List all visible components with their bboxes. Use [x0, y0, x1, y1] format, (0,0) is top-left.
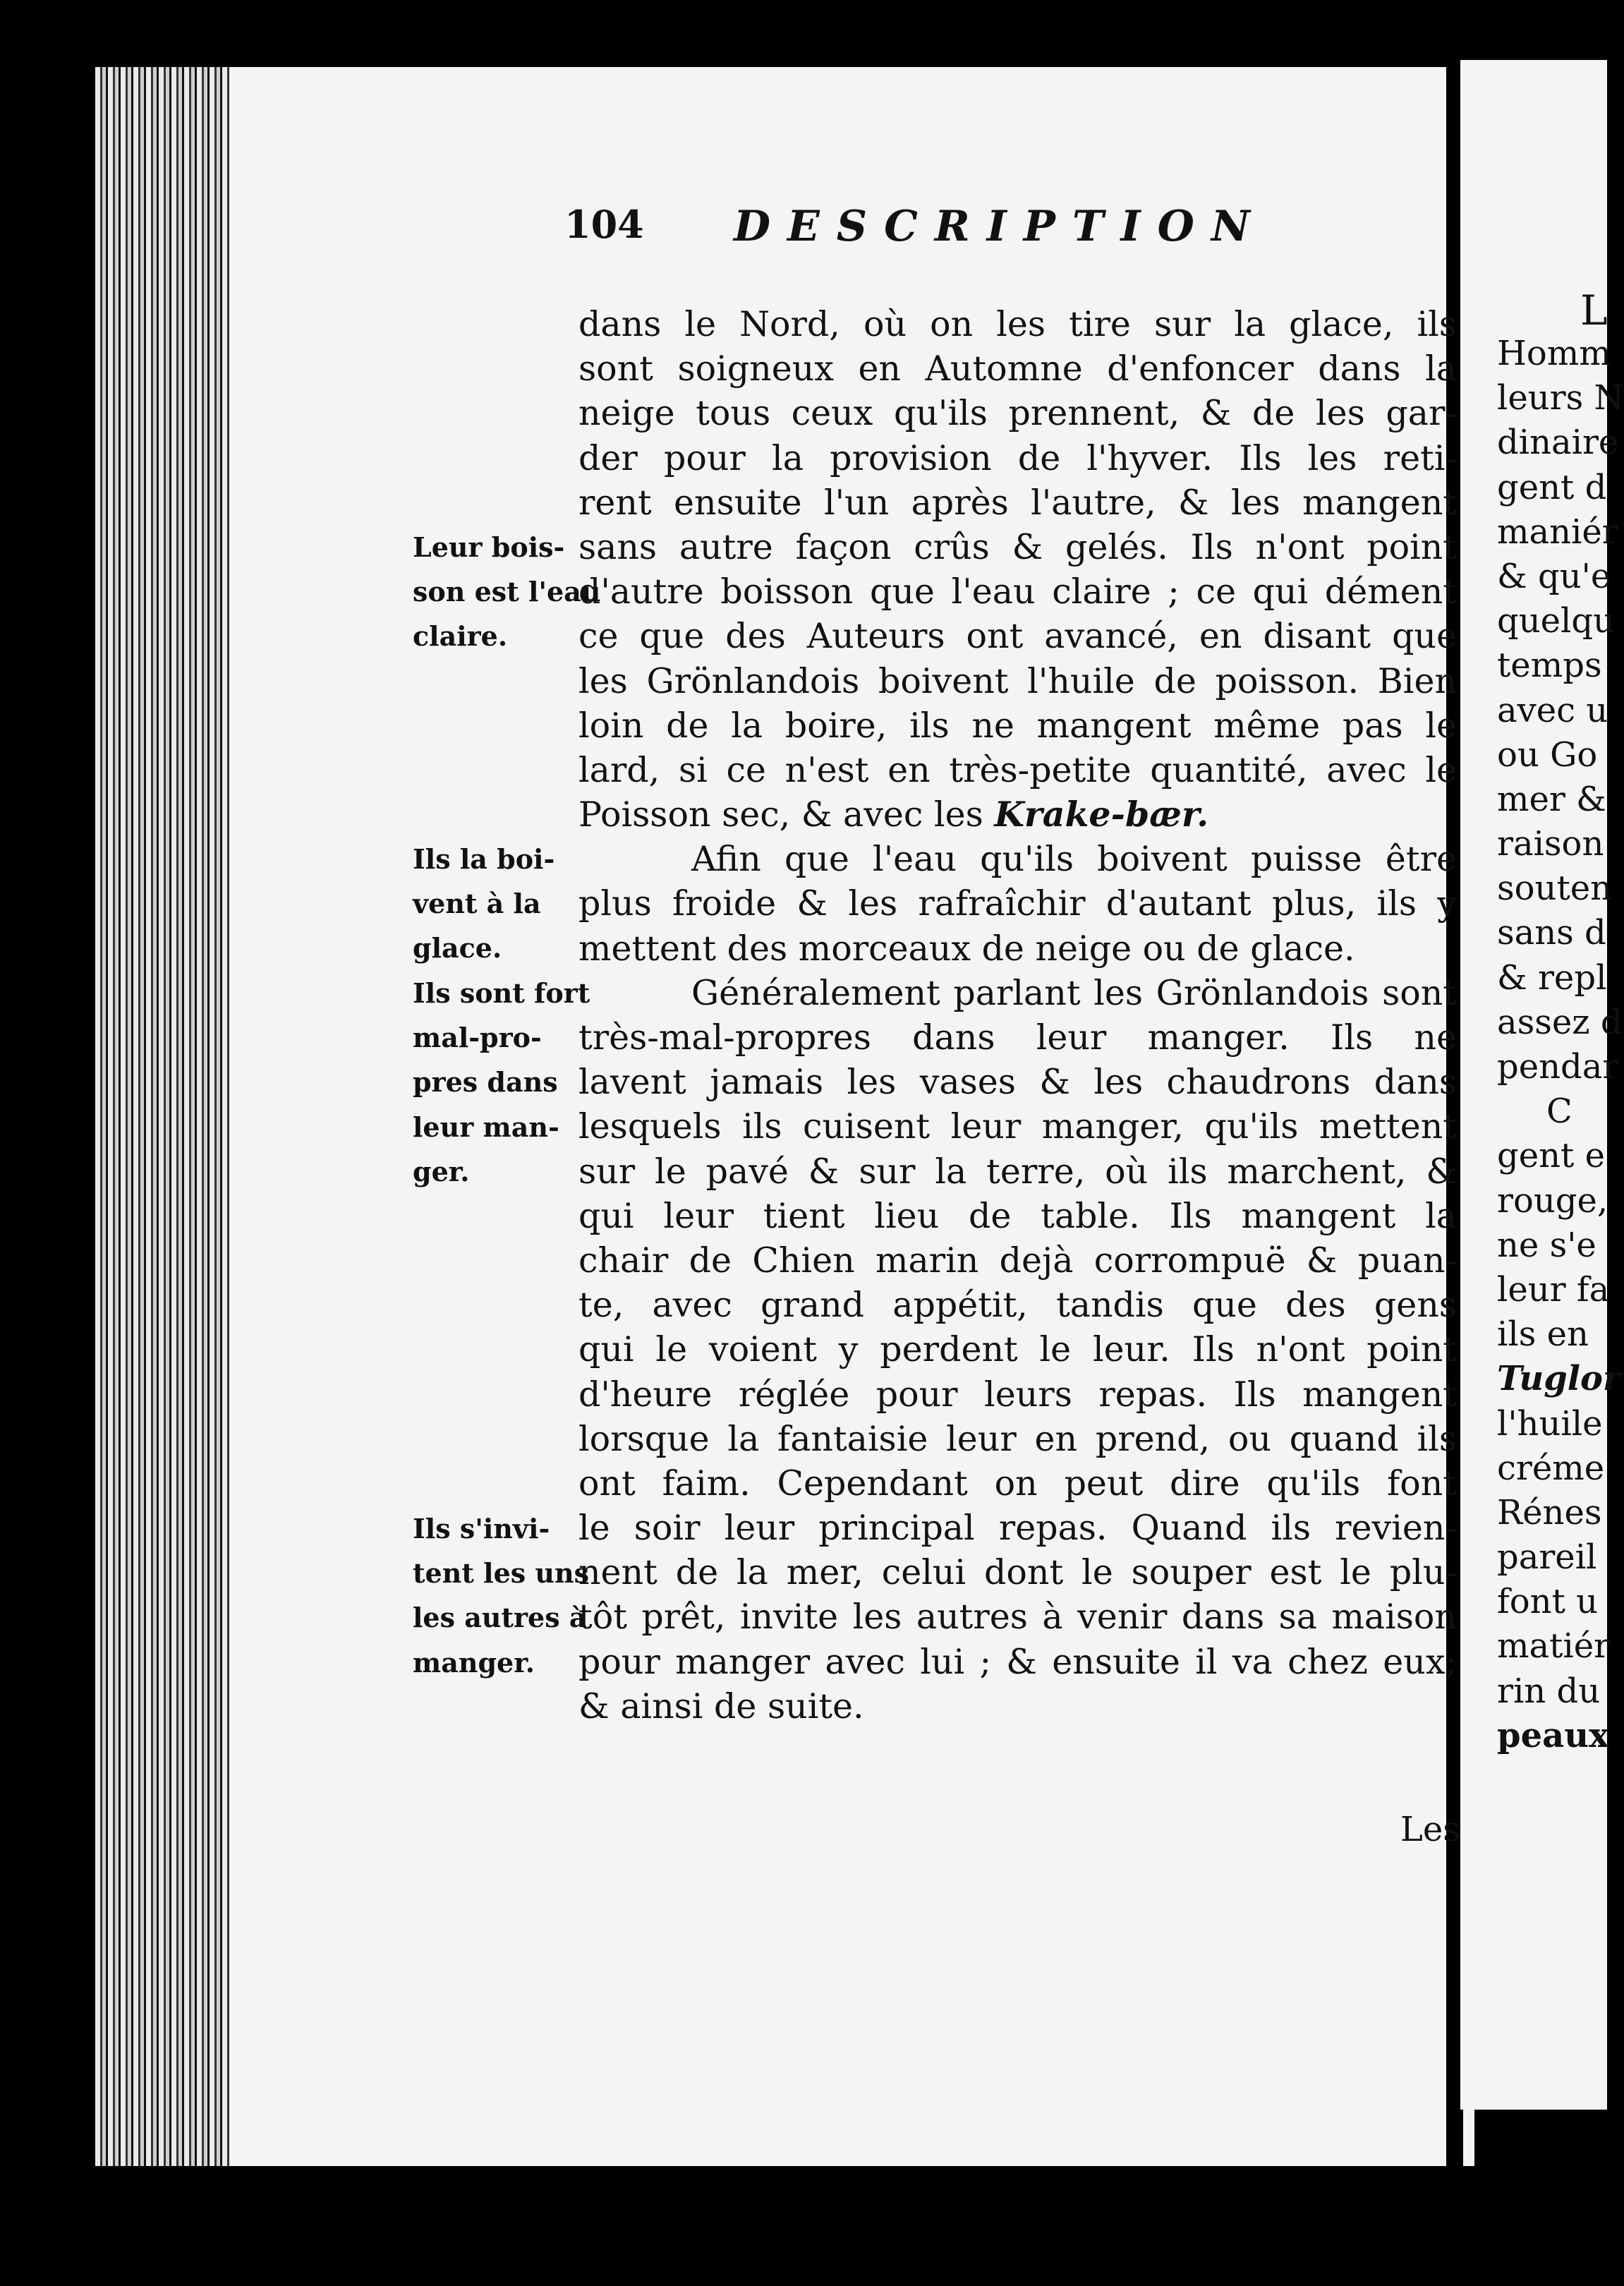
- paragraph-start: Afin que l'eau qu'ils boivent puisse être: [691, 839, 1457, 880]
- text-line: dans le Nord, où on les tire sur la glace, ils: [578, 304, 1457, 344]
- right-text-line: ou Go: [1497, 734, 1598, 775]
- text-line: neige tous ceux qu'ils prennent, & de les gar-: [578, 393, 1457, 434]
- right-page-initial: L: [1580, 286, 1608, 334]
- right-text-line: rin du: [1497, 1671, 1601, 1711]
- text-line: sur le pavé & sur la terre, où ils marchent, &: [578, 1151, 1457, 1192]
- right-text-line: peaux: [1497, 1715, 1609, 1755]
- marginal-note-line: tent les uns: [413, 1557, 590, 1590]
- right-text-line: Homm: [1497, 334, 1611, 373]
- page-edges: [95, 67, 233, 2166]
- marginal-note-line: vent à la: [413, 888, 541, 920]
- right-text-line: l'huile: [1497, 1403, 1603, 1444]
- text-line: très-mal-propres dans leur manger. Ils ne: [578, 1017, 1457, 1058]
- marginal-note-line: pres dans: [413, 1066, 558, 1099]
- right-text-line: & qu'e: [1497, 556, 1611, 596]
- book-gutter: [0, 0, 95, 2286]
- page-header: [564, 202, 1270, 258]
- right-text-line: avec u: [1497, 690, 1608, 730]
- text-line: chair de Chien marin dejà corrompuë & puan-: [578, 1240, 1457, 1281]
- text-line: nent de la mer, celui dont le souper est le plu-: [578, 1552, 1457, 1593]
- right-text-line: font u: [1497, 1582, 1599, 1622]
- marginal-note-line: leur man-: [413, 1111, 559, 1143]
- marginal-note-line: Ils s'invi-: [413, 1513, 550, 1544]
- right-text-line: pareil: [1497, 1537, 1597, 1578]
- right-text-line: & repl: [1497, 957, 1607, 998]
- marginal-note: [413, 971, 593, 1194]
- marginal-note: [413, 525, 601, 659]
- right-text-line: maniér: [1497, 512, 1618, 552]
- main-text: [578, 302, 1457, 1729]
- marginal-note-line: manger.: [413, 1646, 535, 1679]
- right-text-line: souten: [1497, 869, 1613, 909]
- text-line: [578, 792, 1457, 837]
- right-text-line: créme: [1497, 1448, 1605, 1488]
- right-text-line: leur fa: [1497, 1269, 1610, 1310]
- text-line: rent ensuite l'un après l'autre, & les mangent: [578, 482, 1457, 523]
- right-text-line: dinaire: [1497, 423, 1619, 463]
- text-line: lard, si ce n'est en très-petite quantité, avec le: [578, 749, 1457, 790]
- marginal-note-line: glace.: [413, 932, 502, 964]
- catchword: Les: [1400, 1810, 1460, 1849]
- text-line-part: Poisson sec, & avec les: [578, 794, 995, 835]
- right-text-line: C: [1546, 1091, 1573, 1132]
- running-head: DESCRIPTION: [734, 202, 1267, 251]
- text-line: loin de la boire, ils ne mangent même pas le: [578, 705, 1457, 746]
- right-text-line: Rénes: [1497, 1492, 1602, 1532]
- text-line: ce que des Auteurs ont avancé, en disant que: [578, 616, 1457, 657]
- marginal-note-line: claire.: [413, 620, 508, 653]
- text-line: d'heure réglée pour leurs repas. Ils mangent: [578, 1374, 1457, 1415]
- right-text-line: Tuglor: [1497, 1359, 1621, 1399]
- right-text-line: ils en: [1497, 1314, 1589, 1355]
- text-line: mettent des morceaux de neige ou de glace.: [578, 928, 1355, 969]
- right-page-text: [1497, 332, 1624, 1758]
- right-text-line: matiér: [1497, 1626, 1611, 1667]
- text-line: te, avec grand appétit, tandis que des gens: [578, 1285, 1457, 1326]
- text-line: le soir leur principal repas. Quand ils revien-: [578, 1508, 1457, 1549]
- right-text-line: gent d: [1497, 467, 1607, 507]
- text-line: qui le voient y perdent le leur. Ils n'ont point: [578, 1329, 1457, 1370]
- text-line: tôt prêt, invite les autres à venir dans sa maison: [578, 1597, 1457, 1638]
- right-text-line: sans d: [1497, 913, 1606, 953]
- right-text-line: gent e: [1497, 1136, 1605, 1176]
- page-number: 104: [564, 202, 644, 247]
- text-line: sans autre façon crûs & gelés. Ils n'ont point: [578, 526, 1457, 567]
- paragraph-start: Généralement parlant les Grönlandois sont: [691, 972, 1457, 1013]
- right-text-line: quelqu: [1497, 601, 1616, 641]
- marginal-note-line: son est l'eau: [413, 576, 601, 608]
- marginal-note: [413, 837, 593, 971]
- right-text-line: rouge,: [1497, 1180, 1608, 1221]
- text-line: les Grönlandois boivent l'huile de poisson. Bien: [578, 660, 1457, 701]
- text-line: & ainsi de suite.: [578, 1686, 864, 1726]
- marginal-note-line: ger.: [413, 1155, 470, 1187]
- marginal-note-line: mal-pro-: [413, 1022, 542, 1054]
- right-text-line: temps: [1497, 646, 1602, 686]
- text-line: qui leur tient lieu de table. Ils mangent la: [578, 1195, 1457, 1236]
- text-line: plus froide & les rafraîchir d'autant plus, ils y: [578, 883, 1457, 924]
- right-text-line: leurs N: [1497, 378, 1624, 418]
- text-line: ont faim. Cependant on peut dire qu'ils font: [578, 1463, 1457, 1504]
- right-text-line: mer &: [1497, 779, 1606, 819]
- text-line: pour manger avec lui ; & ensuite il va chez eux;: [578, 1641, 1457, 1682]
- text-line: lavent jamais les vases & les chaudrons dans: [578, 1062, 1457, 1103]
- right-text-line: pendar: [1497, 1047, 1619, 1087]
- marginal-note-line: les autres à: [413, 1602, 587, 1634]
- italic-term: Krake-bær.: [994, 794, 1209, 835]
- text-line: der pour la provision de l'hyver. Ils les reti-: [578, 437, 1457, 478]
- right-text-line: raison: [1497, 824, 1604, 864]
- text-line: lesquels ils cuisent leur manger, qu'ils mettent: [578, 1106, 1457, 1147]
- marginal-note-line: Ils la boi-: [413, 843, 555, 875]
- right-text-line: assez d: [1497, 1002, 1623, 1042]
- text-line: lorsque la fantaisie leur en prend, ou quand ils: [578, 1418, 1457, 1459]
- text-line: d'autre boisson que l'eau claire ; ce qui dément: [578, 572, 1457, 612]
- marginal-note-line: Ils sont fort: [413, 977, 590, 1009]
- marginal-note: [413, 1506, 593, 1685]
- marginal-note-line: Leur bois-: [413, 531, 565, 563]
- text-line: sont soigneux en Automne d'enfoncer dans la: [578, 349, 1457, 389]
- right-text-line: ne s'e: [1497, 1225, 1596, 1265]
